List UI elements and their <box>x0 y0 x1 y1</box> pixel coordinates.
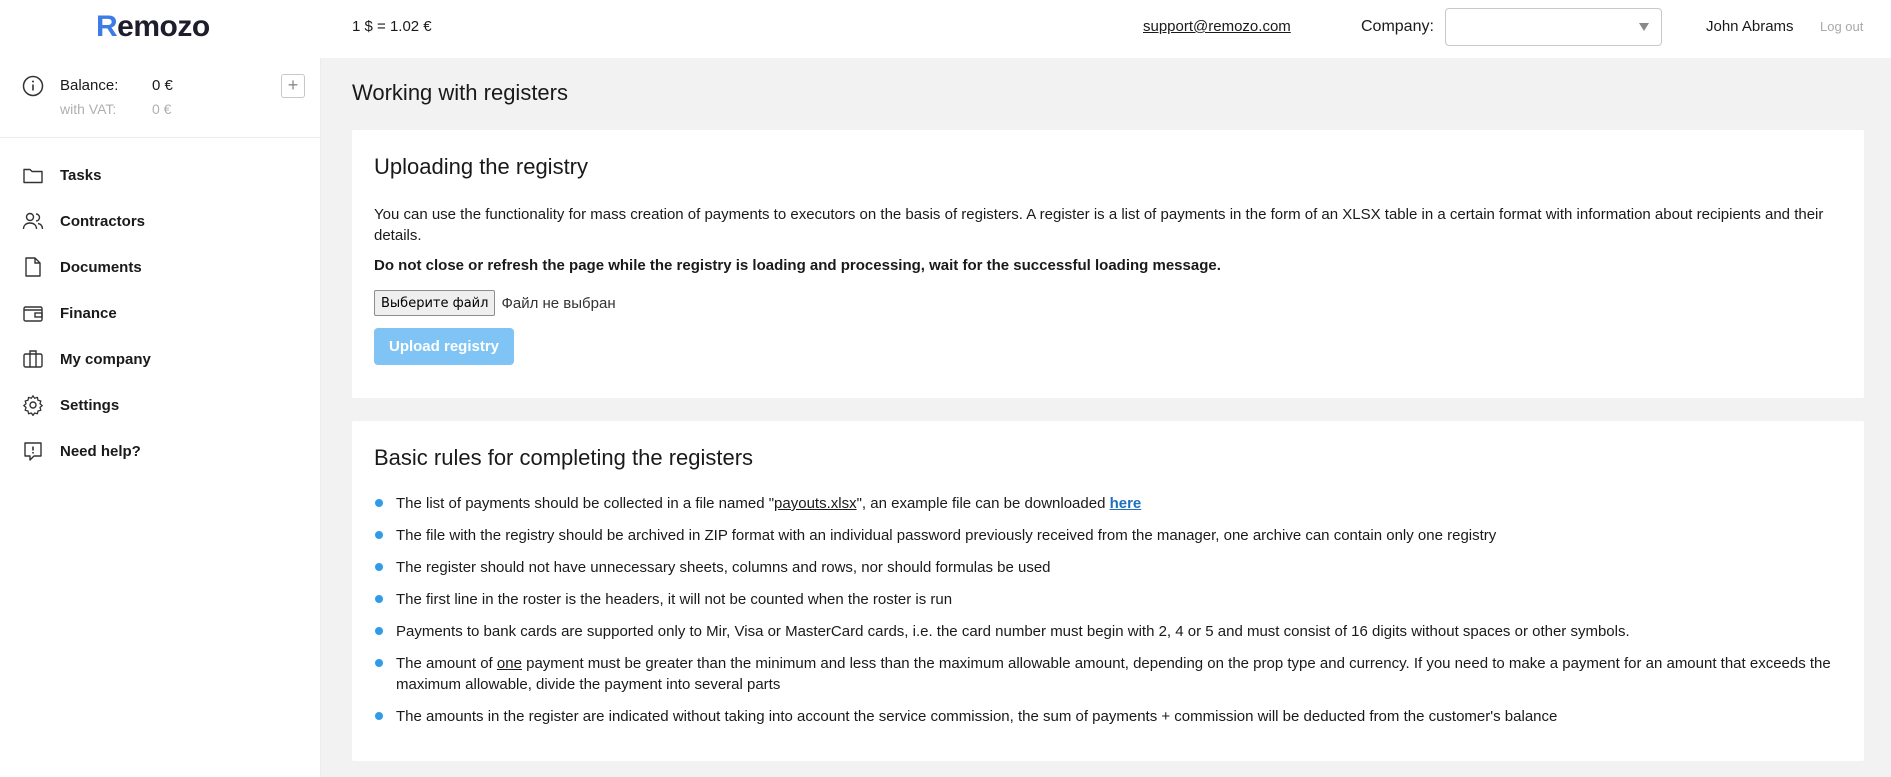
exchange-rate: 1 $ = 1.02 € <box>352 18 432 35</box>
sidebar-item-help[interactable] <box>0 428 320 474</box>
file-status: Файл не выбран <box>501 294 616 312</box>
list-item: The first line in the roster is the headers, it will not be counted when the roster is run <box>374 589 1844 610</box>
users-icon <box>22 210 44 232</box>
vat-label: with VAT: <box>60 101 117 117</box>
document-icon <box>22 256 44 278</box>
sidebar-item-label: Documents <box>60 258 142 276</box>
support-email-link[interactable]: support@remozo.com <box>1143 18 1291 35</box>
balance-label: Balance: <box>60 77 119 94</box>
rule-text: ", an example file can be downloaded <box>856 495 1110 512</box>
gear-icon <box>22 394 44 416</box>
add-balance-button[interactable]: + <box>281 74 305 98</box>
company-select[interactable] <box>1445 8 1662 46</box>
balance-panel <box>0 58 320 138</box>
chevron-down-icon <box>1639 23 1649 31</box>
list-item <box>374 653 1844 695</box>
sidebar-item-finance[interactable] <box>0 290 320 336</box>
choose-file-button[interactable]: Выберите файл <box>374 290 495 316</box>
sidebar-item-tasks[interactable] <box>0 152 320 198</box>
sidebar-item-documents[interactable] <box>0 244 320 290</box>
file-name: payouts.xlsx <box>774 495 857 512</box>
user-name[interactable]: John Abrams <box>1706 18 1794 35</box>
balance-value: 0 € <box>152 77 173 94</box>
sidebar-item-label: My company <box>60 350 151 368</box>
top-header <box>0 0 1891 58</box>
rule-emphasis: one <box>496 655 522 672</box>
logo-letter: R <box>96 10 118 43</box>
help-chat-icon <box>22 440 44 462</box>
file-picker <box>374 290 616 316</box>
upload-warning: Do not close or refresh the page while the registry is loading and processing, wait for the successful loading message. <box>374 257 1221 274</box>
rule-text: The list of payments should be collected in a file named " <box>396 495 775 512</box>
sidebar-item-label: Tasks <box>60 166 102 184</box>
logout-link[interactable]: Log out <box>1820 19 1864 34</box>
remozo-logo[interactable] <box>96 8 210 46</box>
upload-card-title: Uploading the registry <box>374 154 589 179</box>
upload-registry-button[interactable]: Upload registry <box>374 328 514 365</box>
company-label: Company: <box>1361 18 1434 35</box>
sidebar-item-label: Contractors <box>60 212 146 230</box>
list-item: Payments to bank cards are supported only to Mir, Visa or MasterCard cards, i.e. the card number must begin with 2, 4 or 5 and must consist of 16 digits without spaces or other symbols. <box>374 621 1844 642</box>
download-example-link[interactable]: here <box>1109 495 1142 512</box>
rules-list <box>374 493 1844 738</box>
list-item: The register should not have unnecessary sheets, columns and rows, nor should formulas be used <box>374 557 1844 578</box>
vat-value: 0 € <box>152 101 172 117</box>
wallet-icon <box>22 302 44 324</box>
list-item <box>374 493 1844 514</box>
rules-card-title: Basic rules for completing the registers <box>374 445 754 470</box>
page-title: Working with registers <box>352 80 568 105</box>
upload-registry-card <box>352 130 1864 398</box>
sidebar-item-label: Finance <box>60 304 117 322</box>
sidebar-nav <box>0 152 320 474</box>
list-item: The amounts in the register are indicated without taking into account the service commission, the sum of payments + commission will be deducted from the customer's balance <box>374 706 1844 727</box>
rule-text: The amount of <box>396 655 497 672</box>
briefcase-icon <box>22 348 44 370</box>
list-item: The file with the registry should be archived in ZIP format with an individual password previously received from the manager, one archive can contain only one registry <box>374 525 1844 546</box>
folder-icon <box>22 164 44 186</box>
sidebar-item-contractors[interactable] <box>0 198 320 244</box>
sidebar-item-my-company[interactable] <box>0 336 320 382</box>
upload-description: You can use the functionality for mass creation of payments to executors on the basis of registers. A register is a list of payments in the form of an XLSX table in a certain format with information about recipients and their details. <box>374 206 1824 244</box>
sidebar-item-label: Settings <box>60 396 120 414</box>
sidebar-item-settings[interactable] <box>0 382 320 428</box>
sidebar <box>0 58 321 777</box>
rules-card <box>352 421 1864 761</box>
rule-text: payment must be greater than the minimum and less than the maximum allowable amount, depending on the prop type and currency. If you need to make a payment for an amount that exceeds the maximum allowable, divide the payment into several parts <box>396 655 1831 693</box>
info-icon <box>22 75 44 97</box>
sidebar-item-label: Need help? <box>60 442 141 460</box>
logo-text: emozo <box>117 10 210 43</box>
